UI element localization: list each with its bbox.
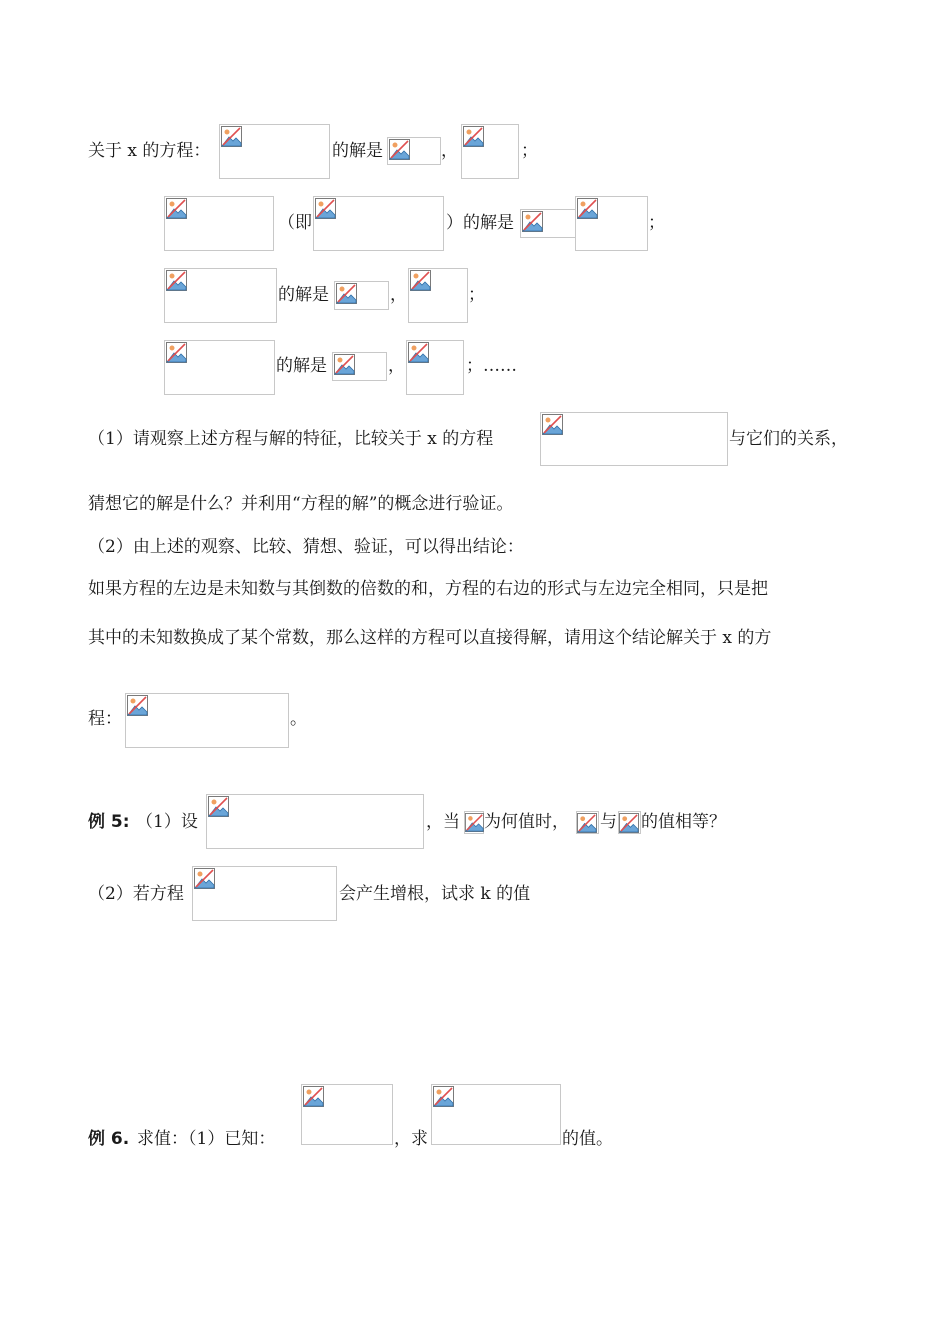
expression-image	[618, 811, 641, 834]
broken-image-icon	[410, 270, 431, 291]
line3-end: ；	[468, 285, 485, 305]
example6-prefix: 求值：（1）已知：	[137, 1129, 276, 1149]
line1-comma: ，	[441, 141, 458, 161]
broken-image-icon	[166, 198, 187, 219]
example5-p2-prefix: （2）若方程	[88, 884, 184, 904]
equation-image	[164, 340, 275, 395]
line2-close: ）的解是	[446, 213, 514, 233]
q1-text-2: 猜想它的解是什么？并利用“方程的解”的概念进行验证。	[88, 494, 514, 514]
broken-image-icon	[336, 283, 357, 304]
broken-image-icon	[208, 796, 229, 817]
equation-image	[164, 268, 277, 323]
broken-image-icon	[408, 342, 429, 363]
broken-image-icon	[166, 270, 187, 291]
solution-image	[408, 268, 468, 323]
broken-image-icon	[619, 813, 639, 833]
example5-end: 的值相等？	[641, 812, 726, 832]
broken-image-icon	[166, 342, 187, 363]
equation-image	[192, 866, 337, 921]
q2-text-2: 其中的未知数换成了某个常数，那么这样的方程可以直接得解，请用这个结论解关于 x 的方	[88, 628, 772, 648]
equation-image	[125, 693, 289, 748]
solution-image	[461, 124, 519, 179]
line1-prefix: 关于 x 的方程：	[88, 141, 211, 161]
q2-heading: （2）由上述的观察、比较、猜想、验证，可以得出结论：	[88, 537, 524, 557]
equation-image	[164, 196, 274, 251]
broken-image-icon	[315, 198, 336, 219]
equation-image	[219, 124, 330, 179]
q1-text: （1）请观察上述方程与解的特征，比较关于 x 的方程	[88, 429, 494, 449]
broken-image-icon	[127, 695, 148, 716]
q2-text-1: 如果方程的左边是未知数与其倒数的倍数的和，方程的右边的形式与左边完全相同，只是把	[88, 579, 768, 599]
equation-image	[206, 794, 424, 849]
equation-image	[540, 412, 728, 466]
example5-p2-end: 会产生增根，试求 k 的值	[339, 884, 531, 904]
q2-text-3: 程：	[88, 709, 122, 729]
variable-image	[464, 811, 484, 834]
solution-image	[387, 137, 441, 165]
broken-image-icon	[194, 868, 215, 889]
broken-image-icon	[303, 1086, 324, 1107]
equation-image	[313, 196, 444, 251]
solution-image	[332, 352, 387, 381]
broken-image-icon	[577, 198, 598, 219]
broken-image-icon	[542, 414, 563, 435]
broken-image-icon	[334, 354, 355, 375]
example5-and: 与	[600, 812, 617, 832]
example5-what: 为何值时，	[484, 812, 569, 832]
line4-end: ；……	[466, 356, 517, 376]
broken-image-icon	[221, 126, 242, 147]
example5-label: 例 5:	[88, 812, 130, 832]
expression-image	[576, 811, 599, 834]
example5-p1-prefix: （1）设	[136, 812, 198, 832]
line2-end: ；	[648, 213, 665, 233]
example6-label: 例 6.	[88, 1129, 130, 1149]
broken-image-icon	[389, 139, 410, 160]
given-equation-image	[301, 1084, 393, 1145]
example5-when: ，当	[426, 812, 460, 832]
line1-solution-label: 的解是	[332, 141, 383, 161]
line4-solution-label: 的解是	[276, 356, 327, 376]
solution-image	[575, 196, 648, 251]
solution-image	[406, 340, 464, 395]
line1-end: ；	[521, 141, 538, 161]
example6-end: 的值。	[562, 1129, 613, 1149]
q1-text-end: 与它们的关系，	[729, 429, 848, 449]
broken-image-icon	[463, 126, 484, 147]
solution-image	[334, 281, 389, 310]
target-expression-image	[431, 1084, 561, 1145]
line3-solution-label: 的解是	[278, 285, 329, 305]
line2-open: （即	[278, 213, 312, 233]
line4-comma: ，	[388, 356, 405, 376]
broken-image-icon	[465, 813, 484, 832]
broken-image-icon	[577, 813, 597, 833]
broken-image-icon	[433, 1086, 454, 1107]
example6-ask: ，求	[394, 1129, 428, 1149]
broken-image-icon	[522, 211, 543, 232]
q2-text-end: 。	[290, 709, 307, 729]
line3-comma: ，	[390, 285, 407, 305]
solution-image	[520, 209, 576, 238]
